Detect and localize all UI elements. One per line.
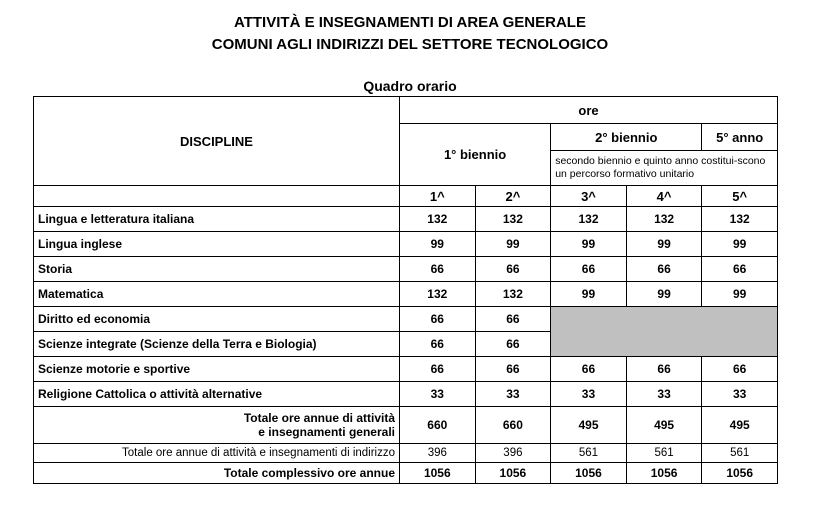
row-label: Diritto ed economia <box>34 307 400 332</box>
not-applicable-block <box>551 307 778 357</box>
table-row <box>34 357 778 382</box>
cell-value: 99 <box>551 232 627 257</box>
cell-value: 132 <box>475 207 551 232</box>
row-label: Lingua e letteratura italiana <box>34 207 400 232</box>
cell-value: 99 <box>626 282 702 307</box>
document-title-line1: ATTIVITÀ E INSEGNAMENTI DI AREA GENERALE <box>234 14 586 31</box>
cell-value: 33 <box>551 382 627 407</box>
cell-value: 132 <box>400 282 476 307</box>
document-title-line2: COMUNI AGLI INDIRIZZI DEL SETTORE TECNOLOGICO <box>211 36 609 53</box>
table-row <box>34 307 778 332</box>
cell-value: 1056 <box>400 463 476 484</box>
cell-value: 396 <box>475 444 551 463</box>
cell-value: 660 <box>400 407 476 444</box>
year-header: 5^ <box>702 186 778 207</box>
year-header: 4^ <box>626 186 702 207</box>
cell-value: 66 <box>400 257 476 282</box>
cell-value: 495 <box>702 407 778 444</box>
cell-value: 66 <box>702 357 778 382</box>
cell-value: 99 <box>551 282 627 307</box>
table-row <box>34 207 778 232</box>
cell-value: 66 <box>475 307 551 332</box>
row-label: Religione Cattolica o attività alternative <box>34 382 400 407</box>
cell-value: 66 <box>551 357 627 382</box>
timetable <box>33 96 778 484</box>
cell-value: 1056 <box>626 463 702 484</box>
biennio-note: secondo biennio e quinto anno costitui-scono un percorso formativo unitario <box>551 151 778 186</box>
total-complessivo-label: Totale complessivo ore annue <box>34 463 400 484</box>
cell-value: 66 <box>400 307 476 332</box>
cell-value: 495 <box>626 407 702 444</box>
cell-value: 132 <box>400 207 476 232</box>
ore-header: ore <box>400 97 778 124</box>
table-row <box>34 232 778 257</box>
cell-value: 99 <box>475 232 551 257</box>
table-row <box>34 282 778 307</box>
total-general-label <box>34 407 400 444</box>
cell-value: 66 <box>551 257 627 282</box>
cell-value: 561 <box>551 444 627 463</box>
cell-value: 66 <box>400 332 476 357</box>
cell-value: 66 <box>475 332 551 357</box>
year-header: 3^ <box>551 186 627 207</box>
total-general-label-line1: Totale ore annue di attività <box>243 411 395 425</box>
year-header: 2^ <box>475 186 551 207</box>
total-general-row <box>34 407 778 444</box>
cell-value: 396 <box>400 444 476 463</box>
table-row <box>34 382 778 407</box>
row-label: Storia <box>34 257 400 282</box>
cell-value: 132 <box>702 207 778 232</box>
table-caption: Quadro orario <box>363 78 457 94</box>
cell-value: 33 <box>626 382 702 407</box>
cell-value: 495 <box>551 407 627 444</box>
biennio2-header: 2° biennio <box>551 124 702 151</box>
cell-value: 132 <box>551 207 627 232</box>
biennio1-header: 1° biennio <box>400 124 551 186</box>
cell-value: 66 <box>475 357 551 382</box>
discipline-header: DISCIPLINE <box>34 97 400 186</box>
table-row <box>34 257 778 282</box>
row-label: Lingua inglese <box>34 232 400 257</box>
cell-value: 99 <box>702 232 778 257</box>
cell-value: 1056 <box>551 463 627 484</box>
total-general-label-line2: e insegnamenti generali <box>258 425 395 439</box>
cell-value: 1056 <box>475 463 551 484</box>
total-indirizzo-row <box>34 444 778 463</box>
cell-value: 561 <box>702 444 778 463</box>
row-label: Scienze motorie e sportive <box>34 357 400 382</box>
row-label: Scienze integrate (Scienze della Terra e Biologia) <box>34 332 400 357</box>
year-header: 1^ <box>400 186 476 207</box>
anno5-header: 5° anno <box>702 124 778 151</box>
cell-value: 66 <box>626 257 702 282</box>
cell-value: 66 <box>626 357 702 382</box>
discipline-header-spacer <box>34 186 400 207</box>
cell-value: 99 <box>702 282 778 307</box>
cell-value: 660 <box>475 407 551 444</box>
total-indirizzo-label: Totale ore annue di attività e insegnamenti di indirizzo <box>34 444 400 463</box>
cell-value: 33 <box>475 382 551 407</box>
cell-value: 66 <box>702 257 778 282</box>
total-complessivo-row <box>34 463 778 484</box>
cell-value: 33 <box>702 382 778 407</box>
cell-value: 132 <box>475 282 551 307</box>
cell-value: 99 <box>400 232 476 257</box>
cell-value: 1056 <box>702 463 778 484</box>
cell-value: 33 <box>400 382 476 407</box>
cell-value: 66 <box>400 357 476 382</box>
cell-value: 561 <box>626 444 702 463</box>
cell-value: 99 <box>626 232 702 257</box>
cell-value: 132 <box>626 207 702 232</box>
cell-value: 66 <box>475 257 551 282</box>
row-label: Matematica <box>34 282 400 307</box>
